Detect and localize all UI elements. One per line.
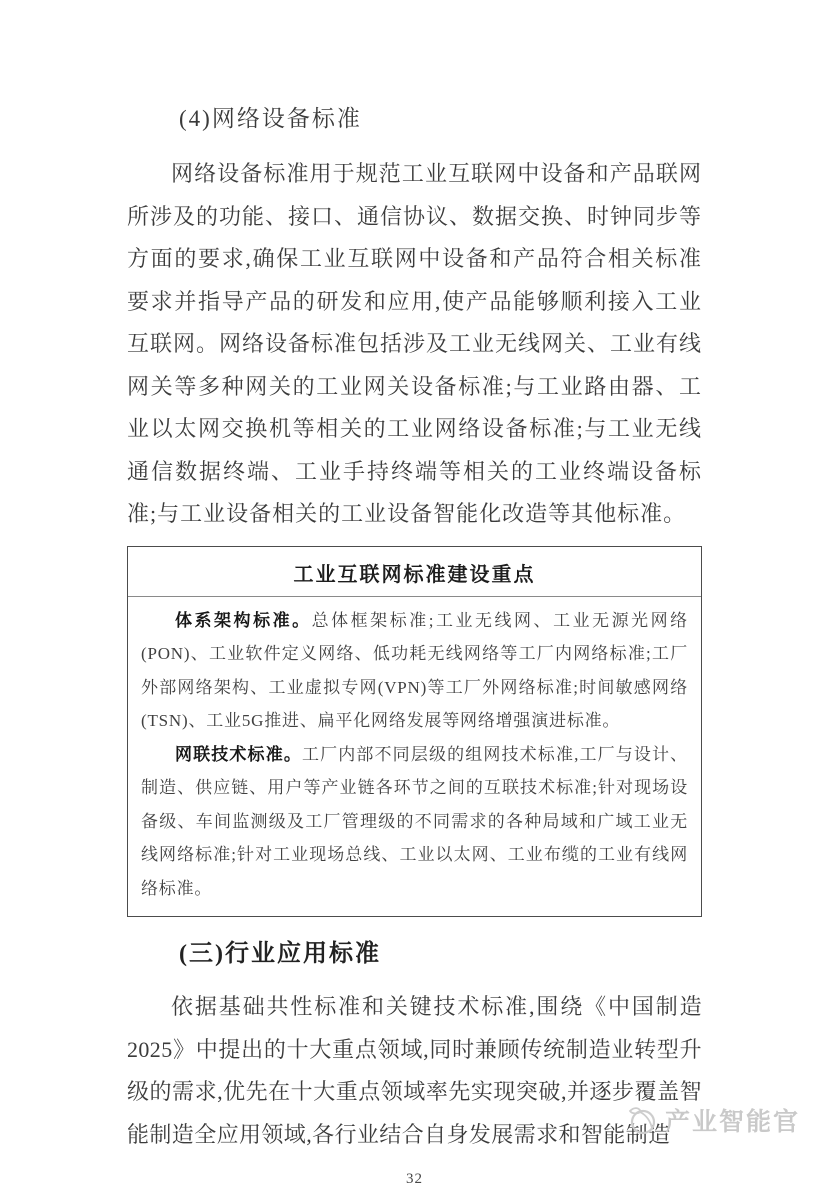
section-heading-network-device-standards: (4)网络设备标准 bbox=[179, 106, 362, 131]
paragraph-network-device-standards: 网络设备标准用于规范工业互联网中设备和产品联网所涉及的功能、接口、通信协议、数据交换、时钟同步等方面的要求,确保工业互联网中设备和产品符合相关标准要求并指导产品的研发和应用,使产品能够顺利接入工业互联网。网络设备标准包括涉及工业无线网关、工业有线网关等多种网关的工业网关设备标准;与工业路由器、工业以太网交换机等相关的工业网络设备标准;与工业无线通信数据终端、工业手持终端等相关的工业终端设备标准;与工业设备相关的工业设备智能化改造等其他标准。 bbox=[127, 161, 703, 526]
page-number: 32 bbox=[406, 1171, 423, 1187]
document-page bbox=[127, 100, 702, 1188]
key-point-architecture-standards bbox=[141, 604, 688, 738]
key-point-lead-networking: 网联技术标准。 bbox=[175, 744, 302, 764]
paragraph-industry-application-standards: 依据基础共性标准和关键技术标准,围绕《中国制造2025》中提出的十大重点领域,同时兼顾传统制造业转型升级的需求,优先在十大重点领域率先实现突破,并逐步覆盖智能制造全应用领域,各行业结合自身发展需求和智能制造 bbox=[127, 994, 702, 1147]
key-point-networking-tech-standards bbox=[141, 738, 688, 906]
swirl-globe-icon bbox=[626, 1103, 658, 1137]
watermark-text: 产业智能官 bbox=[664, 1109, 800, 1136]
key-point-text-architecture: 总体框架标准;工业无线网、工业无源光网络(PON)、工业软件定义网络、低功耗无线网络等工厂内网络标准;工厂外部网络架构、工业虚拟专网(VPN)等工厂外网络标准;时间敏感网络(TSN)、工业5G推进、扁平化网络发展等网络增强演进标准。 bbox=[141, 610, 688, 730]
key-point-lead-architecture: 体系架构标准。 bbox=[175, 610, 312, 630]
publisher-watermark bbox=[626, 1102, 800, 1138]
section-heading-industry-application-standards: (三)行业应用标准 bbox=[179, 941, 381, 967]
key-point-text-networking: 工厂内部不同层级的组网技术标准,工厂与设计、制造、供应链、用户等产业链各环节之间的互联技术标准;针对现场设备级、车间监测级及工厂管理级的不同需求的各种局域和广域工业无线网络标准;针对工业现场总线、工业以太网、工业布缆的工业有线网络标准。 bbox=[141, 744, 688, 898]
key-points-box-body bbox=[128, 597, 701, 917]
key-points-box-title: 工业互联网标准建设重点 bbox=[128, 547, 701, 597]
key-points-box bbox=[127, 546, 702, 918]
